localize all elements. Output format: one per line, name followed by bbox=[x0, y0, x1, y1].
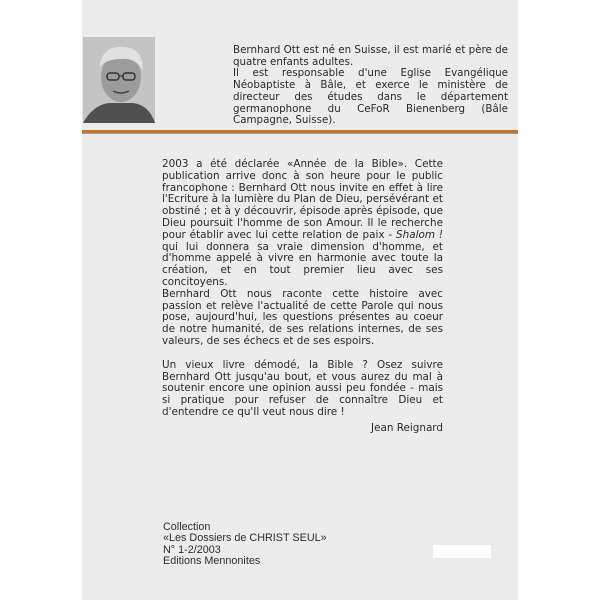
barcode-placeholder bbox=[433, 545, 491, 558]
grey-divider bbox=[82, 133, 518, 134]
author-portrait-icon bbox=[83, 37, 155, 123]
blurb-signature: Jean Reignard bbox=[371, 421, 443, 434]
collection-line-1: Collection bbox=[163, 521, 211, 533]
blurb-paragraph-2: Bernhard Ott nous raconte cette histoire avec passion et relève l'actualité de cette Parole qui nous pose, aujourd'hui, les questions présentes au coeur de notre humanité, de ses relations internes, de ses valeurs, de ses échecs et de ses espoirs. bbox=[162, 287, 443, 347]
back-cover-blurb bbox=[162, 159, 443, 435]
author-photo bbox=[83, 37, 155, 123]
author-bio-paragraph-1: Bernhard Ott est né en Suisse, il est marié et père de quatre enfants adultes. bbox=[233, 44, 508, 68]
author-bio-paragraph-2: Il est responsable d'une Eglise Evangélique Néobaptiste à Bâle, et exerce le ministère de directeur des études dans le département germanophone du CeFoR Bienenberg (Bâle Campagne, Suisse). bbox=[233, 67, 508, 127]
collection-info bbox=[163, 522, 383, 567]
author-bio bbox=[233, 45, 508, 127]
blurb-shalom: Shalom ! bbox=[396, 228, 443, 241]
blurb-paragraph-1 bbox=[162, 159, 443, 289]
collection-line-3: N° 1-2/2003 bbox=[163, 543, 221, 556]
blurb-p1-text: 2003 a été déclarée «Année de la Bible». Cette publication arrive donc à son heure pour le public francophone : Bernhard Ott nous invite en effet à lire l'Ecriture à la lumière du Plan de Dieu, persévérant et obstiné ; et à y découvrir, épisode après épisode, que Dieu poursuit l'homme de son Amour. Il le recherche pour établir avec lui cette relation de paix - bbox=[162, 158, 443, 241]
blurb-paragraph-3: Un vieux livre démodé, la Bible ? Osez suivre Bernhard Ott jusqu'au bout, et vous aurez du mal à soutenir encore une opinion aussi peu fondée - mais si pratique pour refuser de connaître Dieu et d'entendre ce qu'Il veut nous dire ! bbox=[162, 358, 443, 418]
blurb-p1-end: qui lui donnera sa vraie dimension d'homme, et d'homme appelé à vivre en harmonie avec toute la création, et en tout premier lieu avec ses concitoyens. bbox=[162, 240, 443, 288]
collection-line-2: «Les Dossiers de CHRIST SEUL» bbox=[163, 532, 327, 545]
collection-line-4: Editions Mennonites bbox=[163, 554, 261, 567]
